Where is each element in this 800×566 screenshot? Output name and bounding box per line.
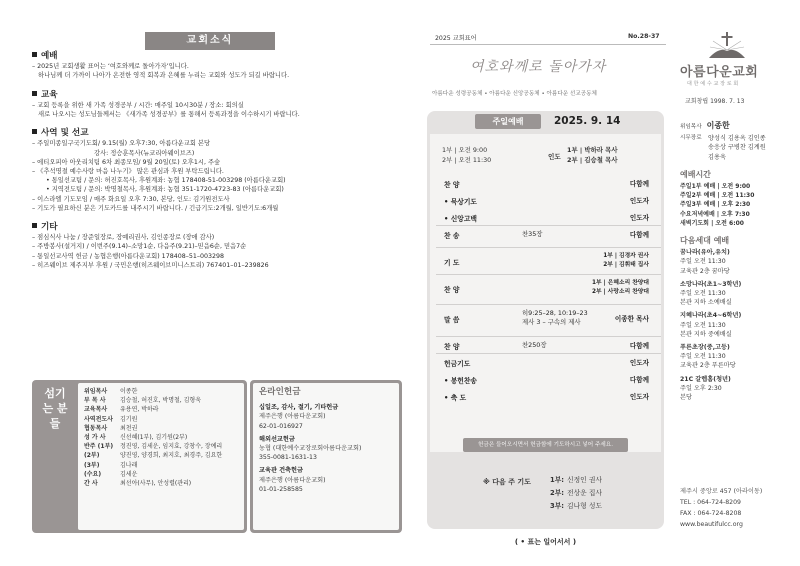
worship-order-row — [430, 179, 661, 189]
worship-time-entry: 주일3부 예배 | 오후 2:30 — [680, 201, 751, 209]
next-gen-entry — [680, 343, 780, 371]
square-bullet-icon — [32, 52, 37, 57]
next-gen-entry — [680, 311, 780, 339]
worship-times-title: 예배시간 — [680, 169, 711, 179]
news-line: – 이스라엘 기도모임 / 매주 화요일 오후 7:30, 본당, 인도: 김기원전도사 — [32, 195, 230, 203]
worship-order-row — [430, 279, 661, 299]
staff-panel — [32, 380, 247, 533]
news-line: – 에티오피아 아웃리치팀 6차 최종모임/ 9월 20일(토) 오후1시, 주숲 — [32, 158, 221, 166]
square-bullet-icon — [32, 91, 37, 96]
next-gen-list — [680, 248, 780, 402]
order-item-leader: 다함께 — [629, 231, 649, 239]
order-item-leader: 1부 | 김경자 권사 2부 | 김휘태 집사 — [603, 253, 649, 268]
denomination: 대한예수교장로회 — [687, 81, 741, 87]
staff-role: 교육목사 — [84, 406, 108, 414]
worship-order-list — [430, 134, 661, 452]
square-bullet-icon — [32, 223, 37, 228]
staff-row — [84, 396, 238, 405]
online-offering-inner — [253, 383, 399, 530]
contact-line: TEL : 064-724-8209 — [680, 499, 741, 506]
row-divider — [436, 225, 661, 226]
offering-bank: 제주은행 (아름다운교회) — [259, 413, 326, 421]
ministers — [680, 121, 780, 162]
staff-role: 위임목사 — [84, 388, 108, 395]
founded-date: 교회창립 1998. 7. 13 — [685, 98, 745, 105]
staff-row — [84, 461, 238, 470]
order-item-leader: 인도자 — [629, 393, 649, 401]
row-divider — [436, 353, 661, 354]
order-item-name: 헌금기도 — [444, 360, 471, 368]
offering-bank: 농협 (대한예수교장로회아름다운교회) — [259, 445, 362, 453]
senior-pastor-role: 위임목사 — [680, 124, 702, 130]
staff-row — [84, 479, 238, 488]
contact-info — [680, 486, 762, 530]
offering-account: 62-01-016927 — [259, 422, 303, 430]
worship-times-list — [680, 182, 780, 228]
prayer-person: 전상운 집사 — [567, 489, 603, 497]
issue-number: No.28-37 — [628, 33, 660, 40]
next-gen-time: 주일 오전 11:30 — [680, 290, 726, 298]
worship-order-row — [430, 252, 661, 272]
next-gen-entry — [680, 375, 780, 403]
order-item-name: 찬 양 — [444, 286, 460, 294]
staff-role: (2부) — [84, 452, 100, 460]
staff-row — [84, 387, 238, 396]
offering-notice: 헌금은 들어오시면서 헌금함에 기도하시고 넣어 주세요. — [463, 438, 628, 452]
staff-names: 김세운 — [120, 470, 138, 478]
order-item-detail: 히9:25–28, 10:19–23 제사 3 – 구속의 제사 — [522, 309, 588, 326]
offering-bank: 제주은행 (아름다운교회) — [259, 476, 326, 484]
header-divider — [430, 44, 666, 45]
senior-pastor-name: 이종한 — [706, 121, 730, 130]
worship-date: 2025. 9. 14 — [554, 115, 621, 127]
staff-row — [84, 470, 238, 479]
service-time-2: 2부 | 오전 11:30 — [442, 155, 492, 164]
prayer-service: 2부: — [550, 489, 565, 497]
staff-role: 간 사 — [84, 480, 98, 488]
news-line: 새로 나오시는 성도님들께서는 《새가족 성경공부》를 통해서 등록과정을 이수하시기 바랍니다. — [38, 111, 300, 119]
offering-type: 교육관 건축헌금 — [259, 467, 303, 475]
order-item-detail: 찬250장 — [522, 341, 547, 349]
next-gen-time: 주일 오전 11:30 — [680, 258, 726, 266]
section-heading — [32, 91, 402, 100]
lead-label: 인도 — [548, 153, 561, 161]
offering-group — [259, 435, 393, 463]
order-item-name: 찬 양 — [444, 181, 460, 189]
staff-names: 김나래 — [120, 461, 138, 469]
motto-header: 2025 교회표어 — [435, 35, 477, 42]
worship-order-row — [430, 196, 661, 206]
next-gen-place: 본관 지하 소예배실 — [680, 299, 732, 307]
next-gen-entry — [680, 280, 780, 308]
next-week-prayer-list — [550, 474, 602, 513]
staff-names: 정진영, 김세운, 임지효, 강창수, 장예리 — [120, 443, 223, 451]
church-logo-icon — [707, 32, 747, 64]
staff-row — [84, 451, 238, 460]
news-line: – 점심식사 나눔 / 장준일장로, 장예리권사, 김인종장로 (장애 감사) — [32, 234, 215, 242]
sidebar-info — [680, 121, 780, 406]
section-heading — [32, 52, 402, 61]
order-item-name: • 묵상기도 — [444, 198, 477, 206]
staff-names: 양진영, 양경희, 최지호, 최경주, 김요한 — [120, 452, 223, 460]
staff-names: 김기원 — [120, 415, 138, 423]
news-line: 강사: 정승훈목사(뉴코리아웨이브즈) — [94, 149, 195, 157]
staff-role: (수요) — [84, 470, 102, 478]
worship-order-row — [430, 309, 661, 329]
prayer-person: 김나형 성도 — [567, 502, 603, 510]
worship-order-row — [430, 213, 661, 223]
next-gen-name: 21C 갈렙홈(청년) — [680, 375, 731, 383]
order-item-detail: 찬35장 — [522, 230, 543, 238]
order-item-leader: 인도자 — [629, 197, 649, 205]
staff-label: 섬기는 분들 — [42, 387, 68, 430]
worship-time-entry: 주일1부 예배 | 오전 9:00 — [680, 183, 751, 191]
next-gen-time: 주일 오전 11:30 — [680, 353, 726, 361]
worship-order-panel — [427, 111, 664, 546]
service-times — [442, 146, 491, 165]
order-item-name: • 신앙고백 — [444, 215, 477, 223]
news-sections — [32, 52, 402, 270]
news-line: • 통일선교팀 / 문의: 허진호목사, 후원계좌: 농협 178408-51-003298 (아름다운교회) — [46, 177, 286, 185]
staff-row — [84, 415, 238, 424]
news-line: – 통일선교사역 헌금 / 농협은행(아름다운교회) 178408–51–003298 — [32, 252, 225, 260]
prayer-service: 3부: — [550, 502, 565, 510]
online-offering-title: 온라인헌금 — [259, 387, 301, 397]
next-gen-time: 주일 오후 2:30 — [680, 384, 722, 392]
row-divider — [436, 304, 661, 305]
news-line: – 《추석명절 예수사랑 마음 나누기》 많은 관심과 후원 부탁드립니다. — [32, 168, 224, 176]
prayer-assignment — [550, 500, 602, 513]
contact-line: www.beautifulcc.org — [680, 521, 743, 528]
section-heading — [32, 223, 402, 232]
worship-label: 주일예배 — [475, 114, 541, 129]
elders-role: 시무장로 — [680, 135, 702, 142]
next-gen-entry — [680, 248, 780, 276]
worship-order-row — [430, 375, 661, 385]
order-item-leader: 인도자 — [629, 359, 649, 367]
staff-role: 협동목사 — [84, 424, 108, 432]
offering-account: 355-0081-1631-13 — [259, 454, 317, 462]
order-item-name: • 축 도 — [444, 394, 467, 402]
row-divider — [436, 336, 661, 337]
service-leaders — [567, 146, 618, 165]
offering-type: 십일조, 감사, 절기, 기타헌금 — [259, 404, 339, 412]
staff-list — [78, 383, 244, 530]
slogan: 여호와께로 돌아가자 — [470, 59, 607, 75]
staff-role: 성 가 사 — [84, 434, 106, 442]
next-gen-name: 지혜나라(초4~6학년) — [680, 312, 742, 320]
standing-note: ( • 표는 일어서서 ) — [514, 538, 577, 546]
news-line: 하나님께 더 가까이 나아가 온전한 영적 회복과 은혜를 누리는 교회와 성도가 되길 바랍니다. — [38, 72, 290, 80]
staff-role: (3부) — [84, 461, 100, 469]
communities-line: 아름다운 성령공동체 • 아름다운 신앙공동체 • 아름다운 선교공동체 — [432, 91, 597, 97]
church-name: 아름다운교회 — [680, 65, 759, 80]
next-week-prayer-label: ※ 다음 주 기도 — [483, 478, 531, 486]
service-leader-2: 2부 | 김승철 목사 — [567, 155, 618, 164]
staff-role: 반주 (1부) — [84, 443, 114, 451]
order-item-leader: 인도자 — [629, 214, 649, 222]
prayer-person: 신정인 권사 — [567, 476, 603, 484]
next-gen-place: 본관 지하 중예배실 — [680, 330, 732, 338]
service-time-1: 1부 | 오전 9:00 — [442, 146, 488, 154]
order-item-name: 찬 양 — [444, 343, 460, 351]
service-leader-1: 1부 | 박하라 목사 — [567, 146, 618, 154]
section-title: 예배 — [41, 51, 58, 61]
staff-row — [84, 424, 238, 433]
next-gen-time: 주일 오전 11:30 — [680, 321, 726, 329]
staff-names: 유용연, 박하라 — [120, 406, 159, 414]
prayer-service: 1부: — [550, 476, 565, 484]
section-title: 사역 및 선교 — [41, 128, 89, 139]
worship-order-row — [430, 358, 661, 368]
prayer-assignment — [550, 474, 602, 487]
contact-line: FAX : 064-724-8208 — [680, 510, 742, 517]
worship-time-entry: 수요저녁예배 | 오후 7:30 — [680, 210, 750, 218]
online-offering-groups — [259, 403, 393, 494]
next-gen-place: 교육관 2층 푸른마당 — [680, 362, 736, 370]
staff-role: 사역전도사 — [84, 415, 113, 423]
staff-names: 최선아(사무), 안성렬(관리) — [120, 480, 192, 488]
worship-order-row — [430, 392, 661, 402]
section-title: 기타 — [41, 222, 58, 233]
next-gen-name: 꿈나라(유아,유치) — [680, 249, 730, 257]
order-item-leader: 다함께 — [629, 342, 649, 350]
worship-order-row — [430, 341, 661, 351]
news-line: – 히즈웨이브 제주지부 후원 / 국민은행(히즈웨이브미니스트리) 767401–01–239826 — [32, 261, 269, 269]
worship-order-row — [430, 230, 661, 240]
offering-type: 해외선교헌금 — [259, 435, 295, 443]
staff-names: 최천권 — [120, 424, 138, 432]
order-item-leader: 다함께 — [629, 376, 649, 384]
news-line: – 교회 등록을 위한 새 가족 성경공부 / 시간: 매주일 10시30분 / 장소: 회의실 — [32, 101, 244, 109]
elders-names: 양성식 김용옥 김인종 송응상 구병찬 김계원 김용욱 — [708, 135, 766, 161]
prayer-assignment — [550, 487, 602, 500]
news-line: – 주일미종일구국기도회/ 9.15(월) 오후7:30, 아름다운교회 본당 — [32, 140, 211, 148]
order-item-name: • 봉헌찬송 — [444, 377, 477, 385]
row-divider — [436, 274, 661, 275]
order-item-leader: 다함께 — [629, 180, 649, 188]
staff-names: 김승철, 허진호, 박명철, 김형욱 — [120, 397, 201, 405]
staff-row — [84, 405, 238, 414]
news-line: – 기도가 필요하신 분은 기도카드를 내주시기 바랍니다. / 긴급기도:2개월, 일반기도:6개월 — [32, 204, 279, 212]
order-item-name: 말 씀 — [444, 316, 460, 324]
worship-time-entry: 주일2부 예배 | 오전 11:30 — [680, 192, 755, 200]
order-item-name: 기 도 — [444, 259, 460, 267]
next-gen-name: 소망나라(초1~3학년) — [680, 280, 742, 288]
news-line: – 2025년 교회생활 표어는 ‘여호와께로 돌아가자’입니다. — [32, 63, 189, 71]
staff-row — [84, 433, 238, 442]
order-item-name: 찬 송 — [444, 232, 460, 240]
order-item-leader: 1부 | 은혜소리 찬양대 2부 | 사랑소리 찬양대 — [591, 280, 649, 295]
news-line: • 지역전도팀 / 문의: 박명철목사, 후원계좌: 농협 351-1720-4723-83 (아름다운교회) — [46, 186, 284, 194]
staff-names: 이종한 — [120, 388, 138, 395]
offering-group — [259, 403, 393, 431]
square-bullet-icon — [32, 129, 37, 134]
section-heading — [32, 129, 402, 138]
order-item-leader: 이종한 목사 — [614, 315, 649, 323]
contact-line: 제주시 중앙로 457 (아라이동) — [680, 488, 763, 495]
next-gen-name: 푸른초장(중,고등) — [680, 344, 730, 352]
row-divider — [436, 247, 661, 248]
staff-names: 신선혜(1부), 김기원(2부) — [120, 434, 188, 442]
staff-row — [84, 442, 238, 451]
next-gen-title: 다음세대 예배 — [680, 236, 730, 246]
news-title: 교회소식 — [145, 32, 275, 50]
next-gen-place: 본당 — [680, 394, 692, 402]
staff-role: 부 목 사 — [84, 397, 106, 405]
next-gen-place: 교육관 2층 꿈마당 — [680, 267, 730, 275]
offering-group — [259, 466, 393, 494]
offering-account: 01-01-258585 — [259, 485, 303, 493]
news-line: – 주방봉사(설거지) / 이번주(9.14)–소망1순, 다음주(9.21)–믿음6순, 믿음7순 — [32, 243, 247, 251]
section-title: 교육 — [41, 89, 58, 100]
online-offering-panel — [250, 380, 402, 533]
worship-time-entry: 새벽기도회 | 오전 6:00 — [680, 219, 744, 227]
